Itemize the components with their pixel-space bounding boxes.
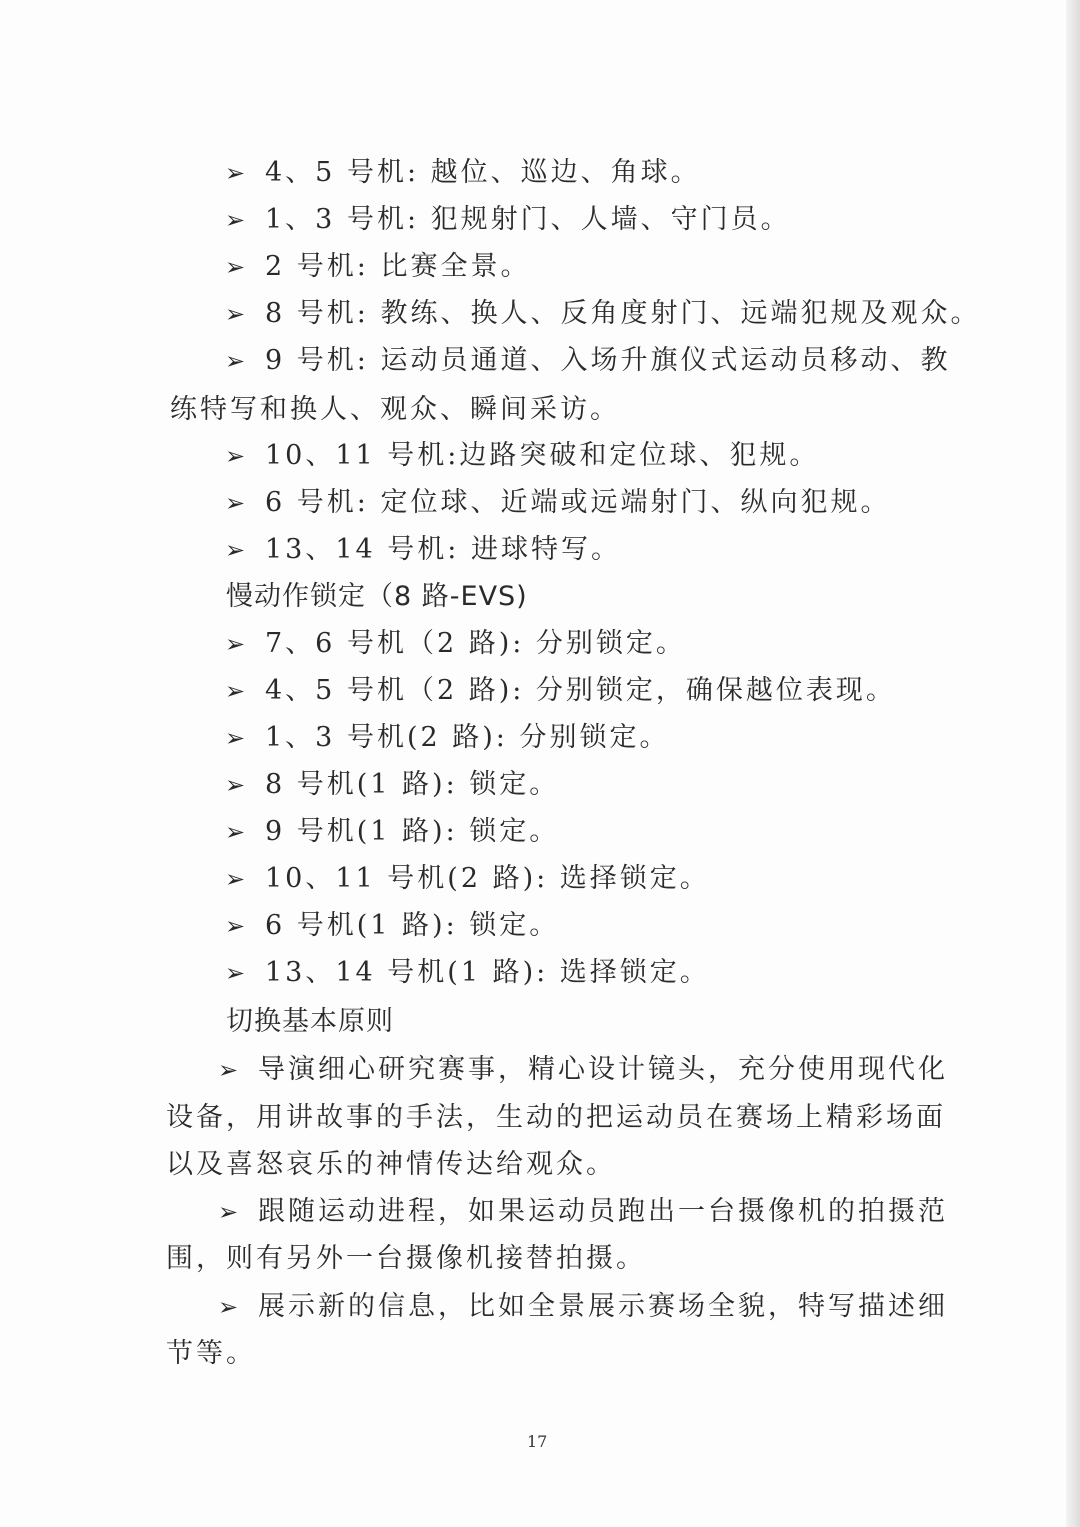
arrow-bullet-icon: ➢ [225,818,246,846]
arrow-bullet-icon: ➢ [225,206,246,234]
arrow-bullet-icon: ➢ [225,300,246,328]
list-item: ➢ 8 号机: 教练、换人、反角度射门、远端犯规及观众。 [225,298,981,329]
list-item: ➢ 13、14 号机(1 路): 选择锁定。 [225,957,710,988]
arrow-bullet-icon: ➢ [225,771,246,799]
paragraph-line: ➢ 跟随运动进程，如果运动员跑出一台摄像机的拍摄范 [218,1196,948,1227]
list-item: ➢ 1、3 号机: 犯规射门、人墙、守门员。 [225,204,791,235]
list-item: ➢ 9 号机(1 路): 锁定。 [225,816,560,847]
arrow-bullet-icon: ➢ [225,347,246,375]
paragraph-line: ➢ 展示新的信息，比如全景展示赛场全貌，特写描述细 [218,1291,948,1322]
paragraph-line: 设备，用讲故事的手法，生动的把运动员在赛场上精彩场面 [166,1102,946,1133]
paragraph-line: 围，则有另外一台摄像机接替拍摄。 [166,1243,646,1274]
arrow-bullet-icon: ➢ [225,912,246,940]
arrow-bullet-icon: ➢ [225,489,246,517]
paragraph-line: 以及喜怒哀乐的神情传达给观众。 [166,1149,616,1180]
arrow-bullet-icon: ➢ [225,253,246,281]
arrow-bullet-icon: ➢ [225,959,246,987]
paragraph-line: ➢ 导演细心研究赛事，精心设计镜头，充分使用现代化 [218,1054,948,1085]
arrow-bullet-icon: ➢ [225,865,246,893]
paragraph-line: 节等。 [166,1338,256,1369]
arrow-bullet-icon: ➢ [225,442,246,470]
list-item: ➢ 7、6 号机（2 路): 分别锁定。 [225,628,686,659]
list-item: ➢ 9 号机: 运动员通道、入场升旗仪式运动员移动、教 [225,345,951,376]
list-item-continuation: 练特写和换人、观众、瞬间采访。 [170,394,620,425]
list-item: ➢ 8 号机(1 路): 锁定。 [225,769,560,800]
list-item: ➢ 4、5 号机: 越位、巡边、角球。 [225,157,701,188]
list-item: ➢ 2 号机: 比赛全景。 [225,251,531,282]
section-heading-switching: 切换基本原则 [226,1006,394,1037]
list-item: ➢ 1、3 号机(2 路): 分别锁定。 [225,722,670,753]
arrow-bullet-icon: ➢ [225,159,246,187]
list-item: ➢ 6 号机: 定位球、近端或远端射门、纵向犯规。 [225,487,891,518]
list-item: ➢ 10、11 号机(2 路): 选择锁定。 [225,863,710,894]
list-item: ➢ 6 号机(1 路): 锁定。 [225,910,560,941]
arrow-bullet-icon: ➢ [218,1056,239,1084]
arrow-bullet-icon: ➢ [225,724,246,752]
arrow-bullet-icon: ➢ [225,630,246,658]
list-item: ➢ 10、11 号机:边路突破和定位球、犯规。 [225,440,820,471]
arrow-bullet-icon: ➢ [225,677,246,705]
scan-shadow-edge [1066,0,1080,1527]
arrow-bullet-icon: ➢ [225,536,246,564]
arrow-bullet-icon: ➢ [218,1293,239,1321]
page-number: 17 [527,1432,548,1451]
arrow-bullet-icon: ➢ [218,1198,239,1226]
list-item: ➢ 4、5 号机（2 路): 分别锁定，确保越位表现。 [225,675,896,706]
section-heading-slow-motion: 慢动作锁定（8 路-EVS) [226,581,528,612]
list-item: ➢ 13、14 号机: 进球特写。 [225,534,621,565]
